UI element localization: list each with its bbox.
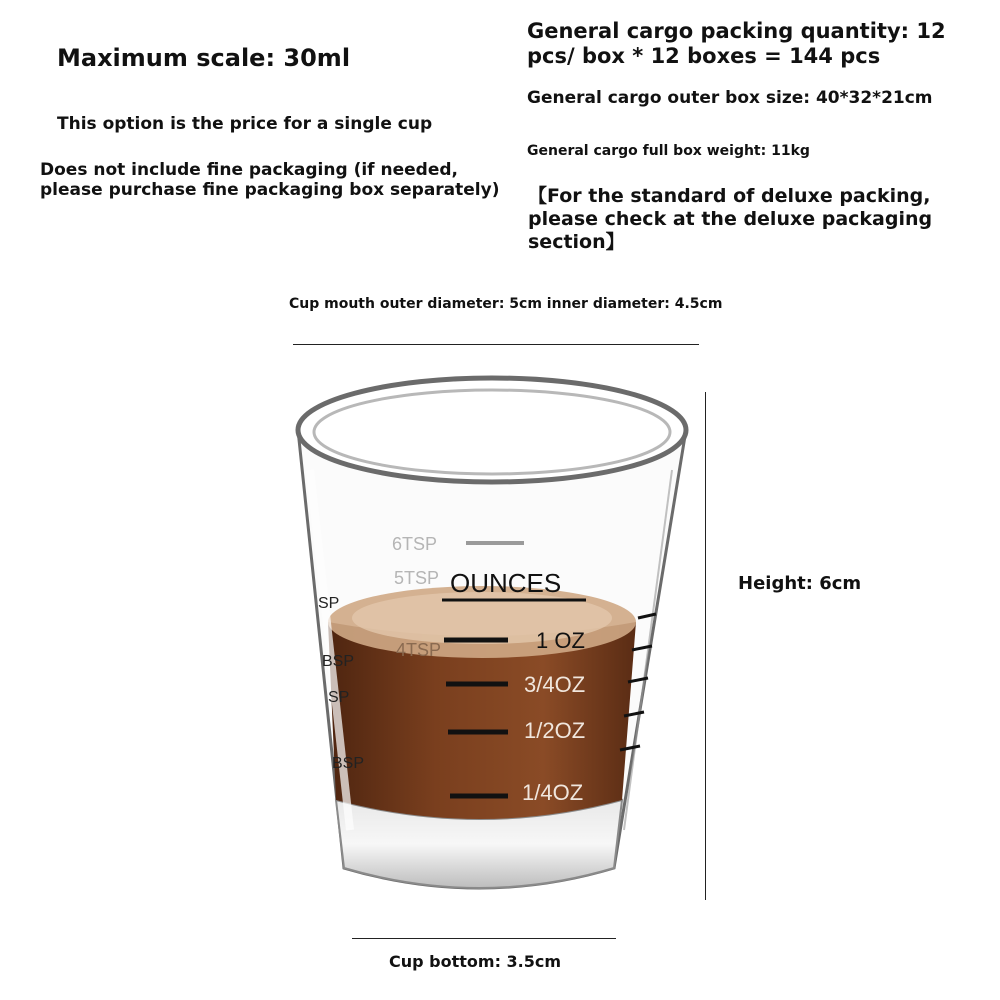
back-tsp-mark: 4TSP	[396, 640, 442, 660]
level-label-1-2oz: 1/2OZ	[524, 718, 586, 743]
max-scale-text: Maximum scale: 30ml	[57, 44, 351, 72]
bottom-diameter-label: Cup bottom: 3.5cm	[389, 952, 562, 971]
bottom-dimension-line	[352, 938, 616, 939]
glass-rim	[298, 378, 686, 482]
level-label-1-4oz: 1/4OZ	[522, 780, 584, 805]
side-scale-mark: SP	[328, 689, 350, 706]
deluxe-packaging-note: 【For the standard of deluxe packing, please check at the deluxe packaging section】	[528, 185, 933, 253]
side-scale-mark: BSP	[332, 755, 365, 772]
measuring-cup-image	[280, 360, 700, 920]
height-dimension-line	[705, 392, 706, 900]
side-scale-mark: SP	[318, 595, 340, 612]
back-tsp-mark: 6TSP	[392, 534, 438, 554]
outer-box-size-text: General cargo outer box size: 40*32*21cm	[527, 88, 933, 108]
packaging-note: Does not include fine packaging (if needed, please purchase fine packaging box separately)	[40, 160, 500, 201]
back-tsp-mark: 5TSP	[394, 568, 440, 588]
mouth-dimension-line	[293, 344, 699, 345]
ounces-header: OUNCES	[450, 568, 562, 598]
level-label-3-4oz: 3/4OZ	[524, 672, 586, 697]
side-scale-mark: BSP	[322, 653, 355, 670]
single-cup-price-note: This option is the price for a single cup	[57, 114, 433, 134]
mouth-diameter-label: Cup mouth outer diameter: 5cm inner diameter: 4.5cm	[289, 296, 723, 312]
height-label: Height: 6cm	[738, 573, 862, 594]
packing-quantity-text: General cargo packing quantity: 12 pcs/ box * 12 boxes = 144 pcs	[527, 19, 946, 69]
full-box-weight-text: General cargo full box weight: 11kg	[527, 143, 810, 159]
level-label-1oz: 1 OZ	[536, 628, 585, 653]
